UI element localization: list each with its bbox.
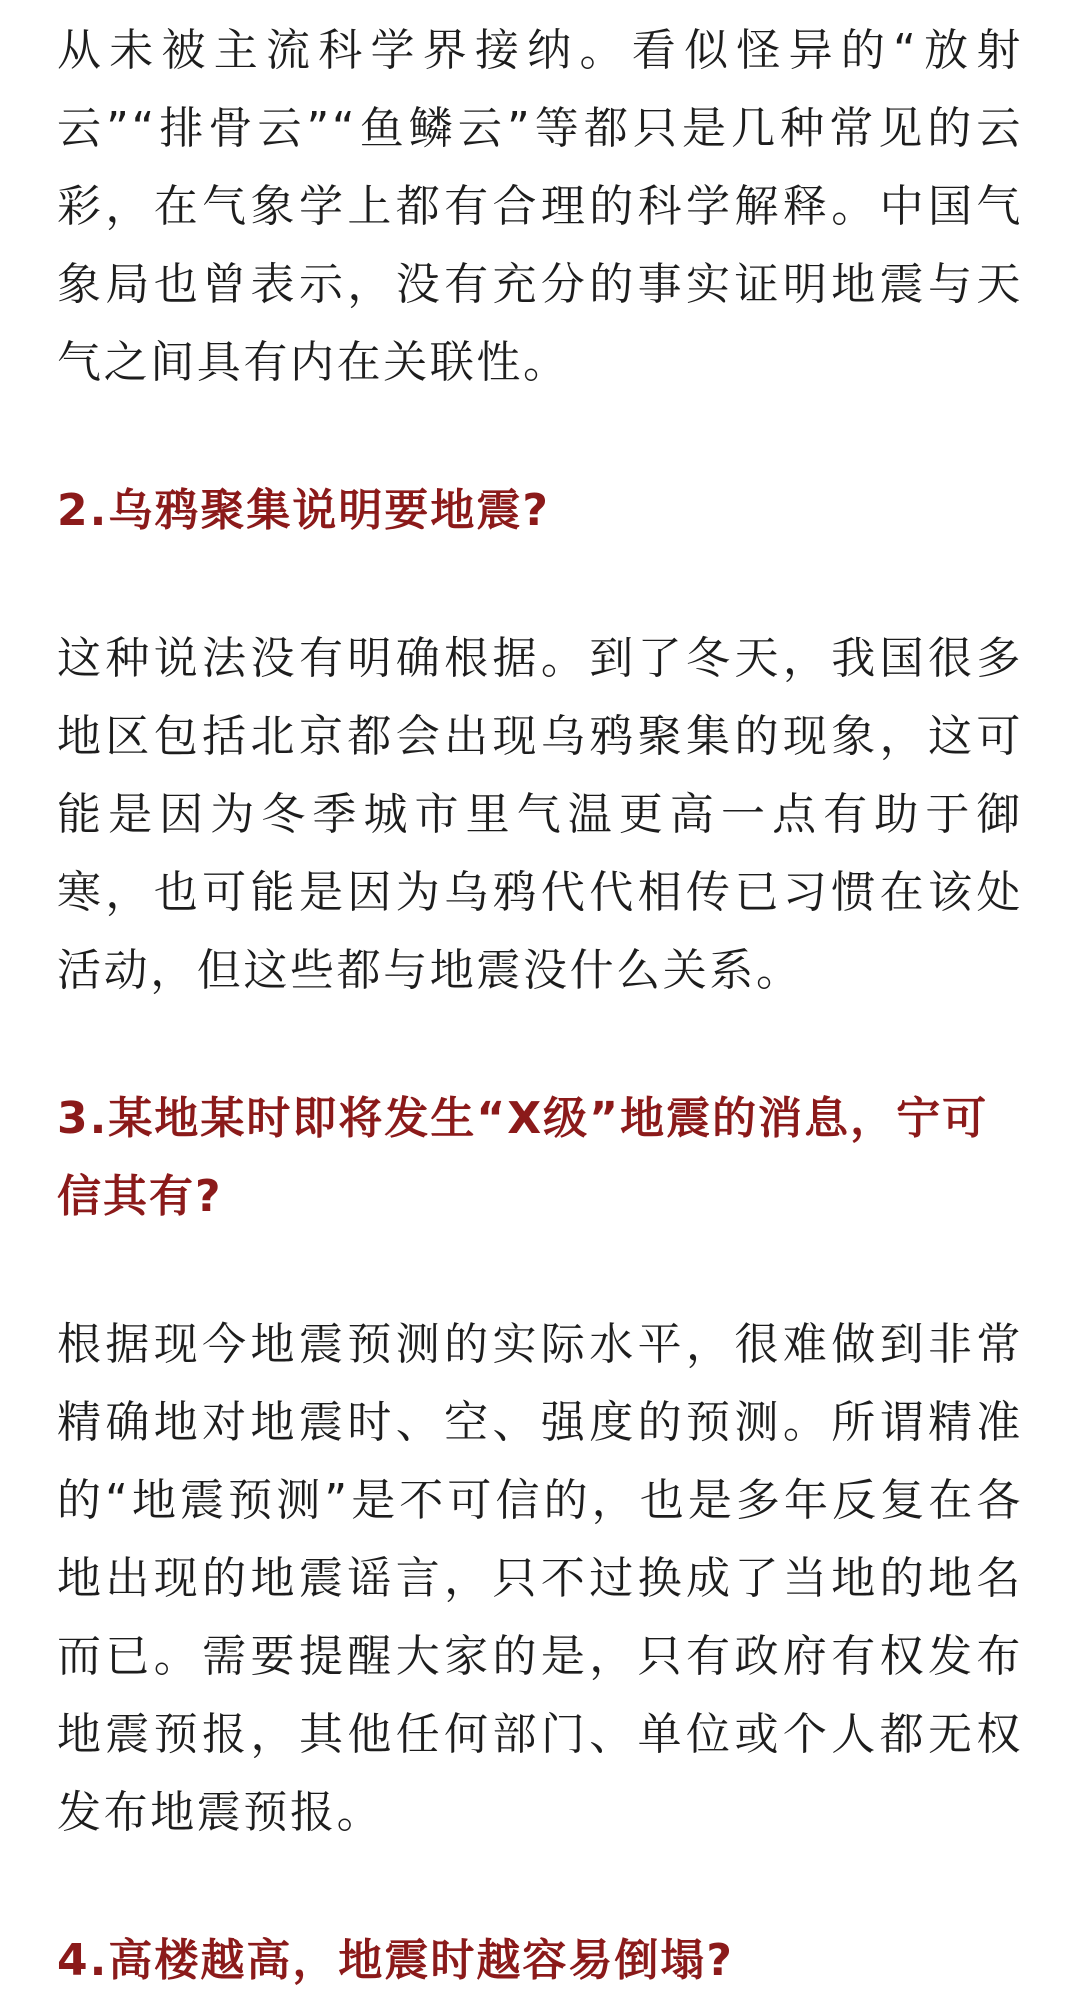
section-heading-3: 3.某地某时即将发生“X级”地震的消息，宁可信其有? xyxy=(57,1093,989,1222)
section-heading-2: 2.乌鸦聚集说明要地震? xyxy=(57,485,550,536)
spacer xyxy=(57,1010,1023,1080)
section-body-2: 这种说法没有明确根据。到了冬天，我国很多地区包括北京都会出现乌鸦聚集的现象，这可能是因为冬季城市里气温更高一点有助于御寒，也可能是因为乌鸦代代相传已习惯在该处活动，但这些都与地震没什么关系。 xyxy=(57,633,1023,996)
spacer xyxy=(57,550,1023,620)
section-heading-4: 4.高楼越高，地震时越容易倒塌? xyxy=(57,1935,734,1986)
spacer xyxy=(57,402,1023,472)
spacer xyxy=(57,1236,1023,1306)
section-body-3: 根据现今地震预测的实际水平，很难做到非常精确地对地震时、空、强度的预测。所谓精准的“地震预测”是不可信的，也是多年反复在各地出现的地震谣言，只不过换成了当地的地名而已。需要提醒大家的是，只有政府有权发布地震预报，其他任何部门、单位或个人都无权发布地震预报。 xyxy=(57,1319,1023,1838)
spacer xyxy=(57,1852,1023,1922)
intro-paragraph: 从未被主流科学界接纳。看似怪异的“放射云”“排骨云”“鱼鳞云”等都只是几种常见的云彩，在气象学上都有合理的科学解释。中国气象局也曾表示，没有充分的事实证明地震与天气之间具有内在关联性。 xyxy=(57,25,1023,388)
